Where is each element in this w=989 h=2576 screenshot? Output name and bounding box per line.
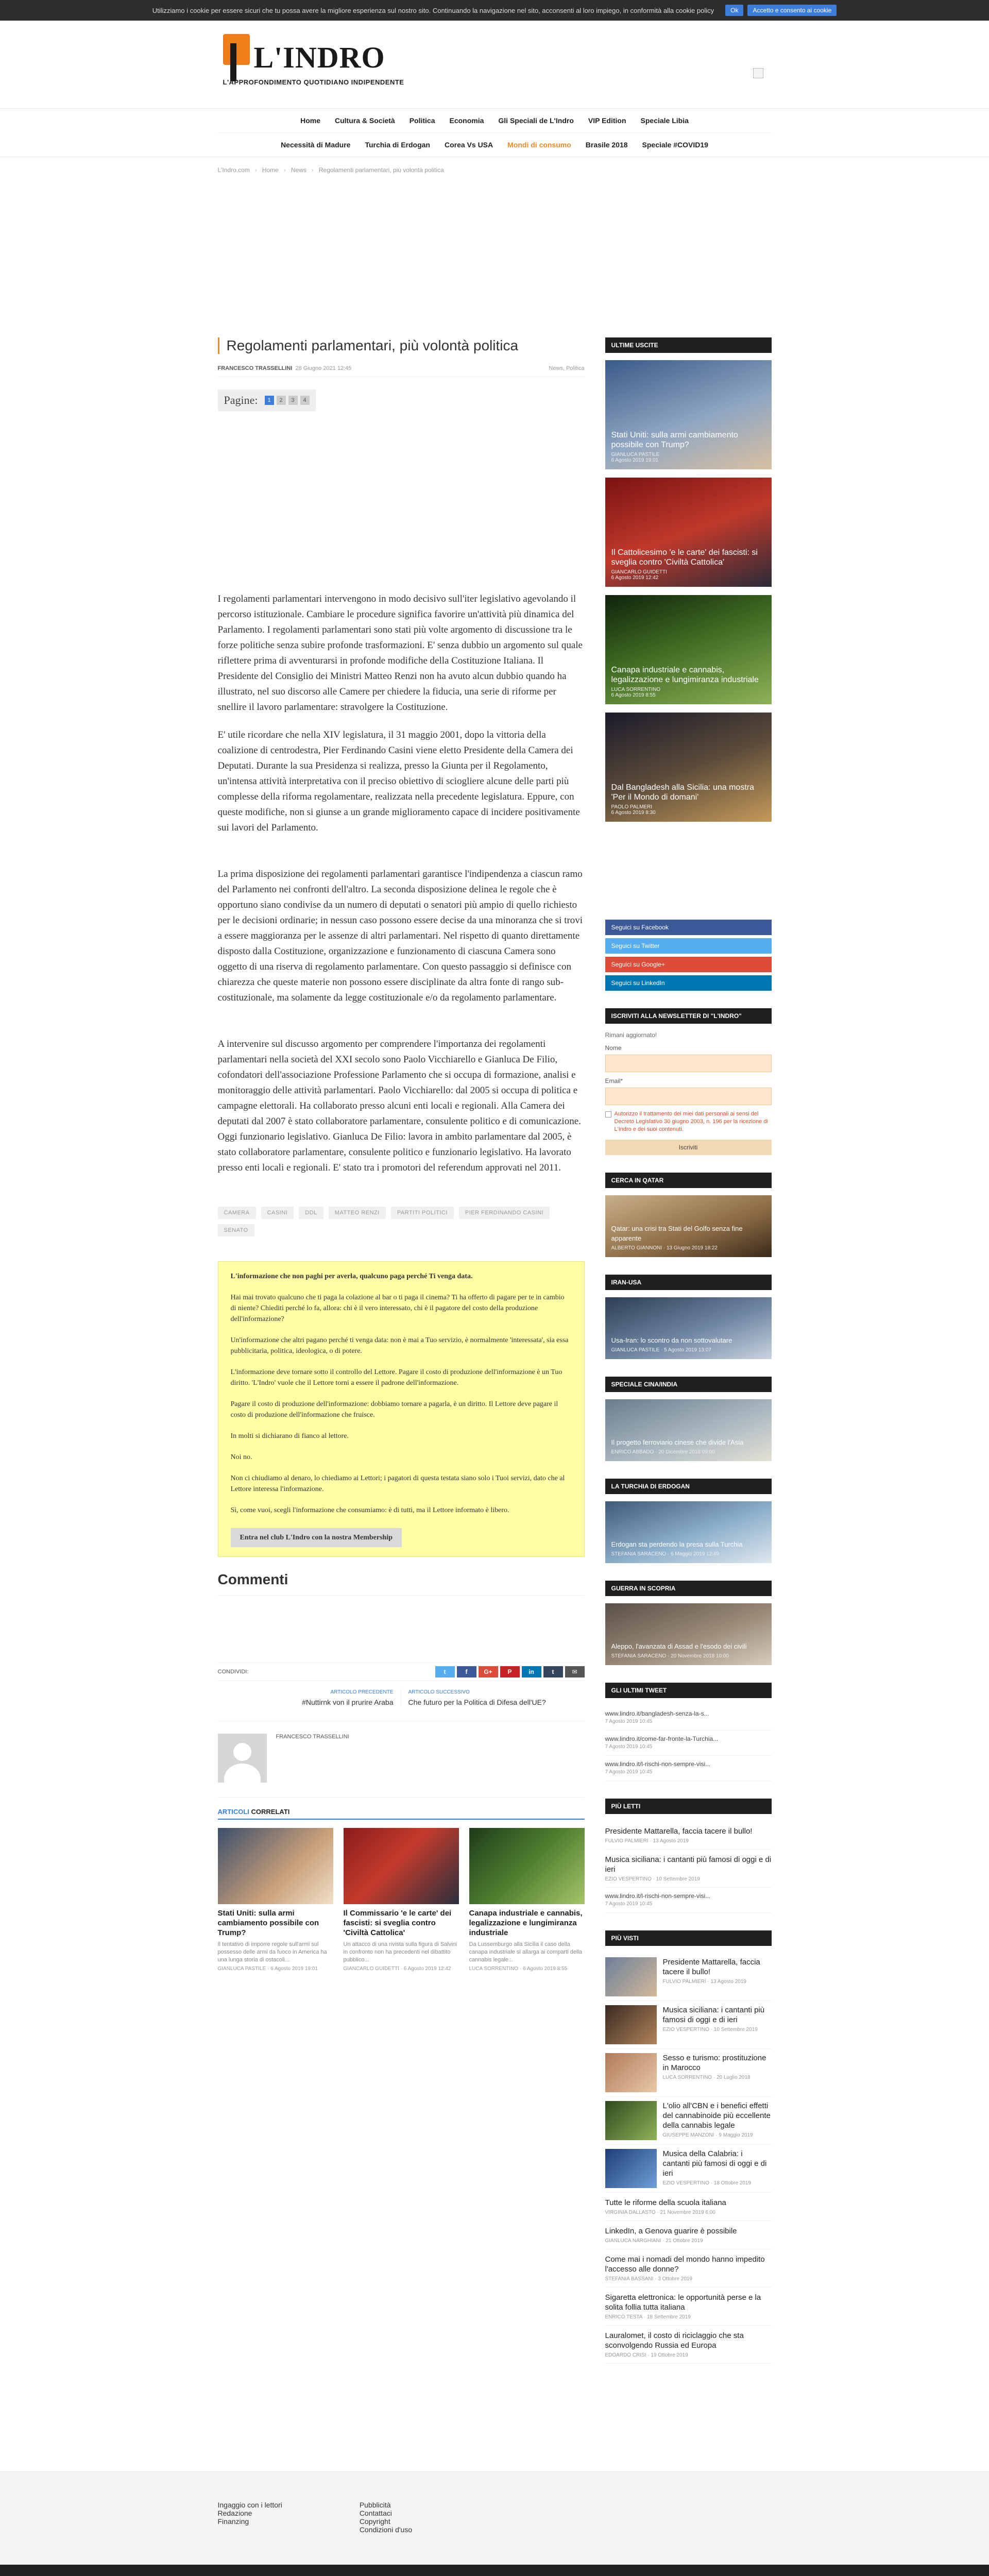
widget-iran-title: IRAN-USA — [605, 1275, 772, 1290]
info-p7: Noi no. — [230, 1453, 252, 1461]
tweet-date: 7 Agosto 2019 10:45 — [605, 1769, 653, 1775]
membership-button[interactable]: Entra nel club L'Indro con la nostra Membership — [231, 1528, 402, 1547]
latest-item[interactable] — [605, 595, 772, 704]
cookie-text: Utilizziamo i cookie per essere sicuri che tu possa avere la migliore esperienza sul nostro sito. Continuando la navigazione nel sito, acconsenti al loro impiego, in conformità alla cookie policy — [152, 6, 714, 14]
footer-link[interactable]: Copyright — [359, 2517, 390, 2526]
newsletter-submit-button[interactable]: Iscriviti — [605, 1140, 772, 1155]
breadcrumb-site[interactable]: L'Indro.com — [217, 166, 250, 174]
more-item-author: GIANLUCA NARGHIANI — [605, 2238, 661, 2244]
nav-item-politica[interactable]: Politica — [409, 116, 435, 125]
share-facebook-icon[interactable]: f — [457, 1666, 476, 1677]
author-box — [218, 1734, 585, 1798]
pager-label: Pagine: — [224, 394, 258, 406]
paragraph-1: I regolamenti parlamentari intervengono in modo decisivo sull'iter legislativo agevolando il percorso istituzionale. Cambiare le procedure significa favorire un'attività più dinamica del Parlamento. I regolamenti parlamentari sono stati più volte argomento di discussione tra le forze politiche senza subire profonde trasformazioni. E' senza dubbio un argomento sul quale riflettere prima di avventurarsi in profonde modifiche della Costituzione Italiana. Il Presidente del Consiglio dei Ministri Matteo Renzi non ha avuto alcun dubbio quando ha illustrato, nel suo discorso alle Camere per chiedere la fiducia, una serie di riforme per snellire il lavoro parlamentare: stravolgere la Costituzione. — [217, 594, 583, 713]
footer-link[interactable]: Pubblicità — [359, 2501, 391, 2509]
most-item-author: FULVIO PALMIERI — [662, 1979, 706, 1985]
latest-author: GIANLUCA PASTILE — [611, 452, 660, 457]
footer-link[interactable]: Redazione — [217, 2509, 252, 2517]
post-meta — [218, 365, 585, 377]
read-item[interactable]: Presidente Mattarella, faccia tacere il bullo! FULVIO PALMIERI · 13 Agosto 2019 — [605, 1821, 772, 1850]
footer-link[interactable]: Ingaggio con i lettori — [217, 2501, 282, 2509]
more-item-title: LinkedIn, a Genova guarire è possibile — [605, 2227, 737, 2235]
more-item-author: EDOARDO CRISI — [605, 2352, 646, 2358]
tweet-link[interactable]: www.lindro.it/l-rischi-non-sempre-visi... — [605, 1892, 711, 1900]
more-item-date: 3 Ottobre 2019 — [658, 2276, 693, 2282]
tag[interactable]: PARTITI POLITICI — [391, 1207, 454, 1219]
turchia-item[interactable]: Erdogan sta perdendo la presa sulla Turchia STEFANIA SARACENO · 6 Maggio 2019 12:49 — [605, 1501, 772, 1563]
related-excerpt: Da Lussemburgo alla Sicilia il caso della canapa industriale si allarga ai comparti della cannabis legale... — [469, 1941, 583, 1963]
follow-google-button[interactable]: Seguici su Google+ — [605, 957, 772, 972]
more-item-title: Lauralomet, il costo di riciclaggio che sta sconvolgendo Russia ed Europa — [605, 2331, 744, 2350]
more-item-date: 19 Ottobre 2019 — [651, 2352, 688, 2358]
footer-legal-bar — [0, 2565, 989, 2576]
widget-cina — [605, 1377, 772, 1461]
turchia-item-author: STEFANIA SARACENO — [611, 1551, 667, 1557]
most-item-author: GIUSEPPE MANZONI — [662, 2132, 714, 2138]
nav-item-madure[interactable]: Necessità di Madure — [281, 141, 351, 149]
related-heading-b: CORRELATI — [249, 1808, 290, 1816]
most-item-date: 18 Ottobre 2019 — [713, 2180, 752, 2186]
page-title: Regolamenti parlamentari, più volontà politica — [218, 337, 585, 354]
guerra-item-title: Aleppo, l'avanzata di Assad e l'esodo dei civili — [611, 1642, 747, 1650]
most-item[interactable]: Sesso e turismo: prostituzione in Marocco LUCA SORRENTINO · 20 Luglio 2018 — [605, 2049, 772, 2097]
most-item-date: 9 Maggio 2019 — [719, 2132, 753, 2138]
cookie-ok-button[interactable]: Ok — [725, 5, 743, 16]
most-item[interactable]: L'olio all'CBN e i benefici effetti del cannabinoide più eccellente della cannabis legale GIUSEPPE MANZONI · 9 Maggio 2019 — [605, 2097, 772, 2145]
widget-latest-title: ULTIME USCITE — [605, 337, 772, 353]
nav-row-2 — [218, 132, 772, 157]
widget-turchia-title: LA TURCHIA DI ERDOGAN — [605, 1479, 772, 1494]
qatar-item-date: 13 Giugno 2019 18:22 — [666, 1245, 718, 1251]
tweet — [605, 1888, 772, 1913]
guerra-item-date: 20 Novembre 2018 10:00 — [671, 1653, 729, 1659]
tweet — [605, 1731, 772, 1756]
related-date: 6 Agosto 2019 8:55 — [522, 1966, 568, 1972]
most-item-image — [605, 2101, 657, 2140]
footer-link[interactable]: Finanzing — [217, 2517, 249, 2526]
breadcrumb: L'Indro.com › Home › News › Regolamenti parlamentari, più volontà politica — [217, 166, 444, 174]
turchia-item-title: Erdogan sta perdendo la presa sulla Turchia — [611, 1540, 743, 1548]
nav-item-brasile[interactable]: Brasile 2018 — [585, 141, 628, 149]
consent-text: Autorizzo il trattamento dei miei dati personali ai sensi del Decreto Legislativo 30 giugno 2003, n. 196 per la ricezione di L'Indro e dei suoi contenuti. — [614, 1111, 768, 1132]
widget-qatar-title: CERCA IN QATAR — [605, 1173, 772, 1188]
paragraph-4: A intervenire sul discusso argomento per comprendere l'importanza dei regolamenti parlamentari nella società del XXI secolo sono Paolo Vicchiarello e Gianluca De Filio, cofondatori dell'associazione Professione Parlamento che si occupa di formazione, analisi e monitoraggio delle attività parlamentari. Paolo Vicchiarello: dal 2005 si occupa di politica e campagne elettorali. Ha collaborato presso alcuni enti locali e regionali. Alla Camera dei deputati dal 2007 è stato collaboratore parlamentare, consulente politico e di comunicazione. Oggi funzionario legislativo. Gianluca De Filio: lavora in ambito parlamentare dal 2005, è stato collaboratore parlamentare, consulente politico e funzionario legislativo. Ha lavorato presso enti locali e regionali. E' stato tra i promotori del referendum approvati nel 2011. — [217, 1039, 581, 1173]
latest-author: PAOLO PALMERI — [611, 804, 653, 810]
tweet-link[interactable]: www.lindro.it/bangladesh-senza-la-s... — [605, 1710, 709, 1717]
ad-space — [218, 183, 772, 337]
related-author: GIANLUCA PASTILE — [217, 1966, 266, 1972]
page-3-button[interactable]: 3 — [288, 396, 298, 405]
newsletter-name-input[interactable] — [605, 1055, 772, 1072]
more-item-author: STEFANIA BASSANI — [605, 2276, 654, 2282]
share-googleplus-icon[interactable]: G+ — [479, 1666, 498, 1677]
widget-most-title: PIÙ VISTI — [605, 1930, 772, 1946]
info-p1: L'informazione che non paghi per averla, qualcuno paga perché Ti venga data. — [230, 1273, 473, 1280]
latest-title: Canapa industriale e cannabis, legalizzazione e lungimiranza industriale — [611, 666, 759, 684]
newsletter-name-label: Nome — [605, 1044, 622, 1052]
iran-item[interactable]: Usa-Iran: lo scontro da non sottovalutare GIANLUCA PASTILE · 5 Agosto 2019 13:07 — [605, 1297, 772, 1359]
logo-tagline: L'APPROFONDIMENTO QUOTIDIANO INDIPENDENTE — [223, 78, 404, 86]
related-article[interactable]: Il Commissario 'e le carte' dei fascisti: si sveglia contro 'Civiltà Cattolica' Un attacco di una rivista sulla figura di Salvini in confronto non ha precedenti nel dibattito pubblico... GIANCARLO GUIDETTI · 6 Agosto 2019 12:42 — [344, 1828, 459, 1972]
turchia-item-date: 6 Maggio 2019 12:49 — [671, 1551, 720, 1557]
related-date: 6 Agosto 2019 19:01 — [270, 1966, 318, 1972]
prev-title: #Nuttirnk von il prurire Araba — [302, 1698, 394, 1706]
share-linkedin-icon[interactable]: in — [522, 1666, 541, 1677]
related-title: Stati Uniti: sulla armi cambiamento possibile con Trump? — [217, 1909, 319, 1937]
related-image — [344, 1828, 459, 1904]
page-2-button[interactable]: 2 — [277, 396, 286, 405]
site-footer — [0, 2471, 989, 2565]
newsletter-email-label: Email* — [605, 1077, 623, 1084]
info-p2: Hai mai trovato qualcuno che ti paga la colazione al bar o ti paga il cinema? Ti ha offerto di pagare per te in cambio di niente? Chiediti perché lo fa, allora: chi è il vero interessato, chi è il pagatore del costo della produzione dell'informazione? — [230, 1294, 565, 1323]
most-item-image — [605, 2053, 657, 2092]
related-excerpt: Un attacco di una rivista sulla figura di Salvini in confronto non ha precedenti nel dibattito pubblico... — [343, 1941, 457, 1963]
info-p8: Non ci chiudiamo al denaro, lo chiediamo ai Lettori; i pagatori di questa testata siano solo i Tuoi servizi, dato che al Lettore interessa l'informazione. — [230, 1475, 565, 1493]
nav-item-economia[interactable]: Economia — [449, 116, 484, 125]
cookie-bar — [0, 0, 989, 21]
most-item-author: LUCA SORRENTINO — [662, 2075, 712, 2080]
related-image — [469, 1828, 585, 1904]
share-label: CONDIVIDI: — [217, 1669, 249, 1675]
share-email-icon[interactable]: ✉ — [565, 1666, 585, 1677]
cina-item-date: 20 Dicembre 2018 09:00 — [658, 1449, 715, 1455]
qatar-item-author: ALBERTO GIANNONI — [611, 1245, 662, 1251]
most-item[interactable]: Musica siciliana: i cantanti più famosi di oggi e di ieri EZIO VESPERTINO · 10 Settembre 2019 — [605, 2001, 772, 2049]
tweet-date: 7 Agosto 2019 10:45 — [605, 1901, 653, 1907]
tweet-date: 7 Agosto 2019 10:45 — [605, 1719, 653, 1724]
breadcrumb-home[interactable]: Home — [262, 166, 279, 174]
latest-title: Stati Uniti: sulla armi cambiamento possibile con Trump? — [611, 431, 738, 449]
nav-item-vip[interactable]: VIP Edition — [588, 116, 626, 125]
more-item[interactable]: Tutte le riforme della scuola italiana VIRGINIA DALLASTO · 21 Novembre 2019 6:00 — [605, 2193, 772, 2221]
breadcrumb-news[interactable]: News — [291, 166, 306, 174]
related-heading — [218, 1808, 585, 1820]
widget-tweets-title: GLI ULTIMI TWEET — [605, 1683, 772, 1698]
nav-item-covid[interactable]: Speciale #COVID19 — [642, 141, 708, 149]
follow-twitter-button[interactable]: Seguici su Twitter — [605, 938, 772, 954]
info-p3: Un'informazione che altri pagano perché ti venga data: non è mai a Tuo servizio, è normalmente 'interessata', sia essa pubblicitaria, politica, ideologica, o di potere. — [230, 1336, 569, 1355]
nav-item-mondi-consumo[interactable]: Mondi di consumo — [507, 141, 571, 149]
widget-iran — [605, 1275, 772, 1359]
footer-col-1 — [218, 2501, 282, 2534]
membership-info-box — [218, 1261, 585, 1557]
info-p9: Sì, come vuoi, scegli l'informazione che consumiamo: è di tutti, ma il Lettore informato è libero. — [230, 1506, 509, 1514]
related-title: Canapa industriale e cannabis, legalizzazione e lungimiranza industriale — [469, 1909, 583, 1937]
related-author: GIANCARLO GUIDETTI — [343, 1966, 399, 1972]
main-nav — [0, 108, 989, 157]
read-item-author: EZIO VESPERTINO — [605, 1876, 652, 1882]
read-item-title: Musica siciliana: i cantanti più famosi di oggi e di ieri — [605, 1855, 772, 1874]
article-body — [218, 591, 585, 1176]
next-title: Che futuro per la Politica di Difesa dell'UE? — [408, 1698, 546, 1706]
paragraph-3: La prima disposizione dei regolamenti parlamentari garantisce l'indipendenza a ciascun ramo del Parlamento nei confronti dell'altro. La seconda disposizione delinea le regole che è opportuno siano condivise da un numero di deputati o senatori più ampio di quello richiesto per le decisioni ordinarie; in nessun caso possono essere decise da una minoranza che si trovi a essere maggioranza per le assenze di altri parlamentari. Nel rispetto di quanto direttamente disposto dalla Costituzione, organizzazione e funzionamento di ciascuna Camera sono oggetto di una riserva di regolamento parlamentare. Con questo passaggio si definisce con chiarezza che queste materie non possono essere disciplinate da altra fonte di rango sub-costituzionale, ma solamente da legge costituzionale e/o da regolamento parlamentare. — [217, 869, 583, 1003]
tweet-link[interactable]: www.lindro.it/l-rischi-non-sempre-visi... — [605, 1760, 711, 1768]
guerra-item[interactable]: Aleppo, l'avanzata di Assad e l'esodo dei civili STEFANIA SARACENO · 20 Novembre 2018 10:00 — [605, 1603, 772, 1665]
next-label: ARTICOLO SUCCESSIVO — [408, 1689, 470, 1695]
cina-item-title: Il progetto ferroviario cinese che divide l'Asia — [611, 1438, 744, 1446]
pagination — [218, 389, 316, 411]
info-p6: In molti si dichiarano di fianco al lettore. — [230, 1432, 349, 1440]
more-item[interactable]: Sigaretta elettronica: le opportunità perse e la solita follia tutta italiana ENRICO TESTA · 18 Settembre 2019 — [605, 2287, 772, 2326]
most-item-date: 13 Agosto 2019 — [710, 1979, 746, 1985]
widget-qatar — [605, 1173, 772, 1257]
latest-item[interactable] — [605, 713, 772, 822]
most-item[interactable]: Presidente Mattarella, faccia tacere il bullo! FULVIO PALMIERI · 13 Agosto 2019 — [605, 1953, 772, 2001]
article-main — [218, 337, 585, 1972]
more-item-author: ENRICO TESTA — [605, 2314, 642, 2320]
related-articles — [218, 1828, 585, 1972]
nav-item-home[interactable]: Home — [300, 116, 320, 125]
most-item-title: Presidente Mattarella, faccia tacere il bullo! — [662, 1958, 760, 1976]
post-author[interactable]: FRANCESCO TRASSELLINI — [217, 365, 293, 371]
tweet-date: 7 Agosto 2019 10:45 — [605, 1744, 653, 1750]
nav-item-speciali[interactable]: Gli Speciali de L'Indro — [498, 116, 574, 125]
avatar — [218, 1734, 267, 1783]
tag-list — [218, 1207, 585, 1236]
widget-most-viewed — [605, 1930, 772, 2364]
cina-item-author: ENRICO ABBADO — [611, 1449, 654, 1455]
share-pinterest-icon[interactable]: P — [500, 1666, 520, 1677]
share-twitter-icon[interactable]: t — [435, 1666, 455, 1677]
latest-item[interactable] — [605, 478, 772, 587]
related-author: LUCA SORRENTINO — [469, 1966, 519, 1972]
widget-read-title: PIÙ LETTI — [605, 1799, 772, 1814]
most-item-date: 10 Settembre 2019 — [713, 2027, 758, 2032]
prev-label: ARTICOLO PRECEDENTE — [330, 1689, 394, 1695]
site-header — [218, 21, 772, 108]
tweet — [605, 1756, 772, 1781]
share-bar — [218, 1663, 585, 1681]
related-excerpt: Il tentativo di imporre regole sull'armi sul possesso delle armi da fuoco in America ha una lunga storia di ostacoli... — [217, 1941, 327, 1963]
most-item[interactable]: Musica della Calabria: i cantanti più famosi di oggi e di ieri EZIO VESPERTINO · 18 Ottobre 2019 — [605, 2145, 772, 2193]
newsletter-consent — [605, 1110, 772, 1133]
most-item-title: Sesso e turismo: prostituzione in Marocco — [662, 2054, 766, 2072]
newsletter-email-input[interactable] — [605, 1088, 772, 1105]
nav-item-cultura[interactable]: Cultura & Società — [335, 116, 395, 125]
most-item-date: 20 Luglio 2018 — [716, 2075, 751, 2080]
cookie-accept-button[interactable]: Accetto e consento ai cookie — [747, 5, 837, 16]
cina-item[interactable]: Il progetto ferroviario cinese che divide l'Asia ENRICO ABBADO · 20 Dicembre 2018 09:00 — [605, 1399, 772, 1461]
most-item-image — [605, 2005, 657, 2044]
most-item-author: EZIO VESPERTINO — [662, 2027, 709, 2032]
author-name[interactable]: FRANCESCO TRASSELLINI — [276, 1734, 349, 1740]
latest-title: Il Cattolicesimo 'e le carte' dei fascisti: si sveglia contro 'Civiltà Cattolica' — [611, 548, 758, 567]
latest-date: 6 Agosto 2019 8:30 — [611, 810, 656, 816]
read-item-date: 13 Agosto 2019 — [653, 1838, 689, 1844]
footer-link[interactable]: Contattaci — [359, 2509, 392, 2517]
qatar-item-title: Qatar: una crisi tra Stati del Golfo senza fine apparente — [611, 1225, 743, 1242]
related-date: 6 Agosto 2019 12:42 — [403, 1966, 451, 1972]
more-item-title: Come mai i nomadi del mondo hanno impedito l'accesso alle donne? — [605, 2255, 765, 2274]
most-item-title: Musica siciliana: i cantanti più famosi di oggi e di ieri — [662, 2006, 765, 2024]
latest-date: 6 Agosto 2019 19:01 — [611, 457, 659, 463]
more-item[interactable]: LinkedIn, a Genova guarire è possibile GIANLUCA NARGHIANI · 21 Ottobre 2019 — [605, 2221, 772, 2249]
paragraph-2: E' utile ricordare che nella XIV legislatura, il 31 maggio 2001, dopo la vittoria della coalizione di centrodestra, Pier Ferdinando Casini viene eletto Presidente della Camera dei Deputati. Durante la sua Presidenza si realizza, presso la Giunta per il Regolamento, un'intensa attività interpretativa con il preciso obiettivo di sciogliere alcune delle parti più complesse della riforma regolamentare, realizzata nella precedente legislatura. Eppure, con queste modifiche, non si giunse a un grande miglioramento capace di incidere positivamente sui lavori del Parlamento. — [217, 730, 580, 833]
more-item-date: 21 Novembre 2019 6:00 — [660, 2210, 715, 2215]
most-item-title: L'olio all'CBN e i benefici effetti del cannabinoide più eccellente della cannabis legale — [662, 2102, 771, 2130]
widget-read — [605, 1799, 772, 1913]
read-item-date: 10 Settembre 2019 — [656, 1876, 700, 1882]
related-image — [218, 1828, 333, 1904]
more-item-title: Tutte le riforme della scuola italiana — [605, 2198, 726, 2207]
page-1-button[interactable]: 1 — [265, 396, 274, 405]
tag[interactable]: PIER FERDINANDO CASINI — [459, 1207, 550, 1219]
most-item-image — [605, 1957, 657, 1996]
widget-newsletter — [605, 1008, 772, 1155]
more-item-author: VIRGINIA DALLASTO — [605, 2210, 656, 2215]
comments-title: Commenti — [218, 1571, 585, 1596]
tweet — [605, 1705, 772, 1731]
share-tumblr-icon[interactable]: t — [543, 1666, 563, 1677]
latest-author: GIANCARLO GUIDETTI — [611, 569, 667, 575]
read-item-title: Presidente Mattarella, faccia tacere il bullo! — [605, 1827, 753, 1836]
logo-name: L'INDRO — [253, 41, 385, 74]
prev-next-nav — [218, 1689, 585, 1721]
footer-col-2 — [360, 2501, 412, 2534]
next-article-link[interactable] — [401, 1689, 585, 1706]
breadcrumb-current: Regolamenti parlamentari, più volontà politica — [318, 166, 444, 174]
more-item[interactable]: Come mai i nomadi del mondo hanno impedito l'accesso alle donne? STEFANIA BASSANI · 3 Ottobre 2019 — [605, 2249, 772, 2287]
header-image-icon — [753, 68, 763, 78]
widget-turchia — [605, 1479, 772, 1563]
latest-date: 6 Agosto 2019 12:42 — [611, 575, 659, 581]
nav-item-libia[interactable]: Speciale Libia — [640, 116, 689, 125]
follow-facebook-button[interactable]: Seguici su Facebook — [605, 920, 772, 935]
read-item[interactable]: Musica siciliana: i cantanti più famosi di oggi e di ieri EZIO VESPERTINO · 10 Settembre 2019 — [605, 1850, 772, 1888]
previous-article-link[interactable] — [218, 1689, 401, 1706]
site-logo[interactable] — [223, 34, 385, 81]
info-p4: L'informazione deve tornare sotto il controllo del Lettore. Pagare il costo di produzione dell'informazione è un Tuo diritto. 'L'Indro' vuole che il Lettore torni a essere il padrone dell'informazione. — [230, 1368, 562, 1387]
tag[interactable]: CAMERA — [218, 1207, 256, 1219]
newsletter-text: Rimani aggiornato! — [605, 1031, 657, 1039]
related-article[interactable]: Stati Uniti: sulla armi cambiamento possibile con Trump? Il tentativo di imporre regole sull'armi sul possesso delle armi da fuoco in America ha una lunga storia di ostacoli... GIANLUCA PASTILE · 6 Agosto 2019 19:01 — [218, 1828, 333, 1972]
page-4-button[interactable]: 4 — [300, 396, 310, 405]
related-article[interactable]: Canapa industriale e cannabis, legalizzazione e lungimiranza industriale Da Lussemburgo alla Sicilia il caso della canapa industriale si allarga ai comparti della cannabis legale... LUCA SORRENTINO · 6 Agosto 2019 8:55 — [469, 1828, 585, 1972]
widget-latest — [605, 337, 772, 822]
tweet-link[interactable]: www.lindro.it/come-far-fronte-la-Turchia... — [605, 1735, 719, 1742]
iran-item-title: Usa-Iran: lo scontro da non sottovalutare — [611, 1336, 732, 1344]
read-item-author: FULVIO PALMIERI — [605, 1838, 649, 1844]
more-item-date: 18 Settembre 2019 — [646, 2314, 691, 2320]
guerra-item-author: STEFANIA SARACENO — [611, 1653, 667, 1659]
newsletter-title: ISCRIVITI ALLA NEWSLETTER DI "L'INDRO" — [605, 1008, 772, 1024]
footer-link[interactable]: Condizioni d'uso — [359, 2526, 413, 2534]
widget-cina-title: SPECIALE CINA/INDIA — [605, 1377, 772, 1392]
latest-item[interactable] — [605, 360, 772, 469]
most-item-image — [605, 2149, 657, 2188]
more-item-title: Sigaretta elettronica: le opportunità perse e la solita follia tutta italiana — [605, 2293, 761, 2312]
tag[interactable]: DDL — [299, 1207, 323, 1219]
widget-guerra-title: GUERRA IN SCOPRIA — [605, 1581, 772, 1596]
tag[interactable]: MATTEO RENZI — [329, 1207, 386, 1219]
latest-date: 6 Agosto 2019 8:55 — [611, 692, 656, 698]
latest-title: Dal Bangladesh alla Sicilia: una mostra 'Per il Mondo di domani' — [611, 783, 754, 802]
follow-linkedin-button[interactable]: Seguici su LinkedIn — [605, 975, 772, 991]
most-item-title: Musica della Calabria: i cantanti più famosi di oggi e di ieri — [662, 2149, 767, 2178]
qatar-item[interactable]: Qatar: una crisi tra Stati del Golfo senza fine apparente ALBERTO GIANNONI · 13 Giugno 2019 18:22 — [605, 1195, 772, 1257]
logo-mark-icon — [223, 34, 250, 81]
nav-item-turchia[interactable]: Turchia di Erdogan — [365, 141, 430, 149]
related-title: Il Commissario 'e le carte' dei fascisti: si sveglia contro 'Civiltà Cattolica' — [343, 1909, 452, 1937]
consent-checkbox[interactable] — [605, 1111, 611, 1117]
widget-social — [605, 920, 772, 991]
nav-row-1 — [218, 109, 772, 132]
widget-guerra — [605, 1581, 772, 1665]
related-heading-a: ARTICOLI — [217, 1808, 249, 1816]
post-date: 28 Giugno 2021 12:45 — [295, 365, 352, 371]
tag[interactable]: CASINI — [261, 1207, 294, 1219]
post-category[interactable]: News, Politica — [549, 365, 585, 371]
most-item-author: EZIO VESPERTINO — [662, 2180, 709, 2186]
nav-item-corea[interactable]: Corea Vs USA — [444, 141, 493, 149]
info-p5: Pagare il costo di produzione dell'informazione: dobbiamo tornare a pagarla, è un diritto. Il Lettore deve pagare il costo di produzione dell'informazione che fruisce. — [230, 1400, 558, 1419]
iran-item-date: 5 Agosto 2019 13:07 — [664, 1347, 711, 1353]
article-ad-space — [218, 411, 585, 591]
iran-item-author: GIANLUCA PASTILE — [611, 1347, 660, 1353]
more-item-date: 21 Ottobre 2019 — [666, 2238, 703, 2244]
sidebar — [605, 337, 772, 2381]
latest-author: LUCA SORRENTINO — [611, 687, 661, 692]
tag[interactable]: SENATO — [218, 1224, 254, 1236]
widget-tweets — [605, 1683, 772, 1781]
more-item[interactable]: Lauralomet, il costo di riciclaggio che sta sconvolgendo Russia ed Europa EDOARDO CRISI · 19 Ottobre 2019 — [605, 2326, 772, 2364]
